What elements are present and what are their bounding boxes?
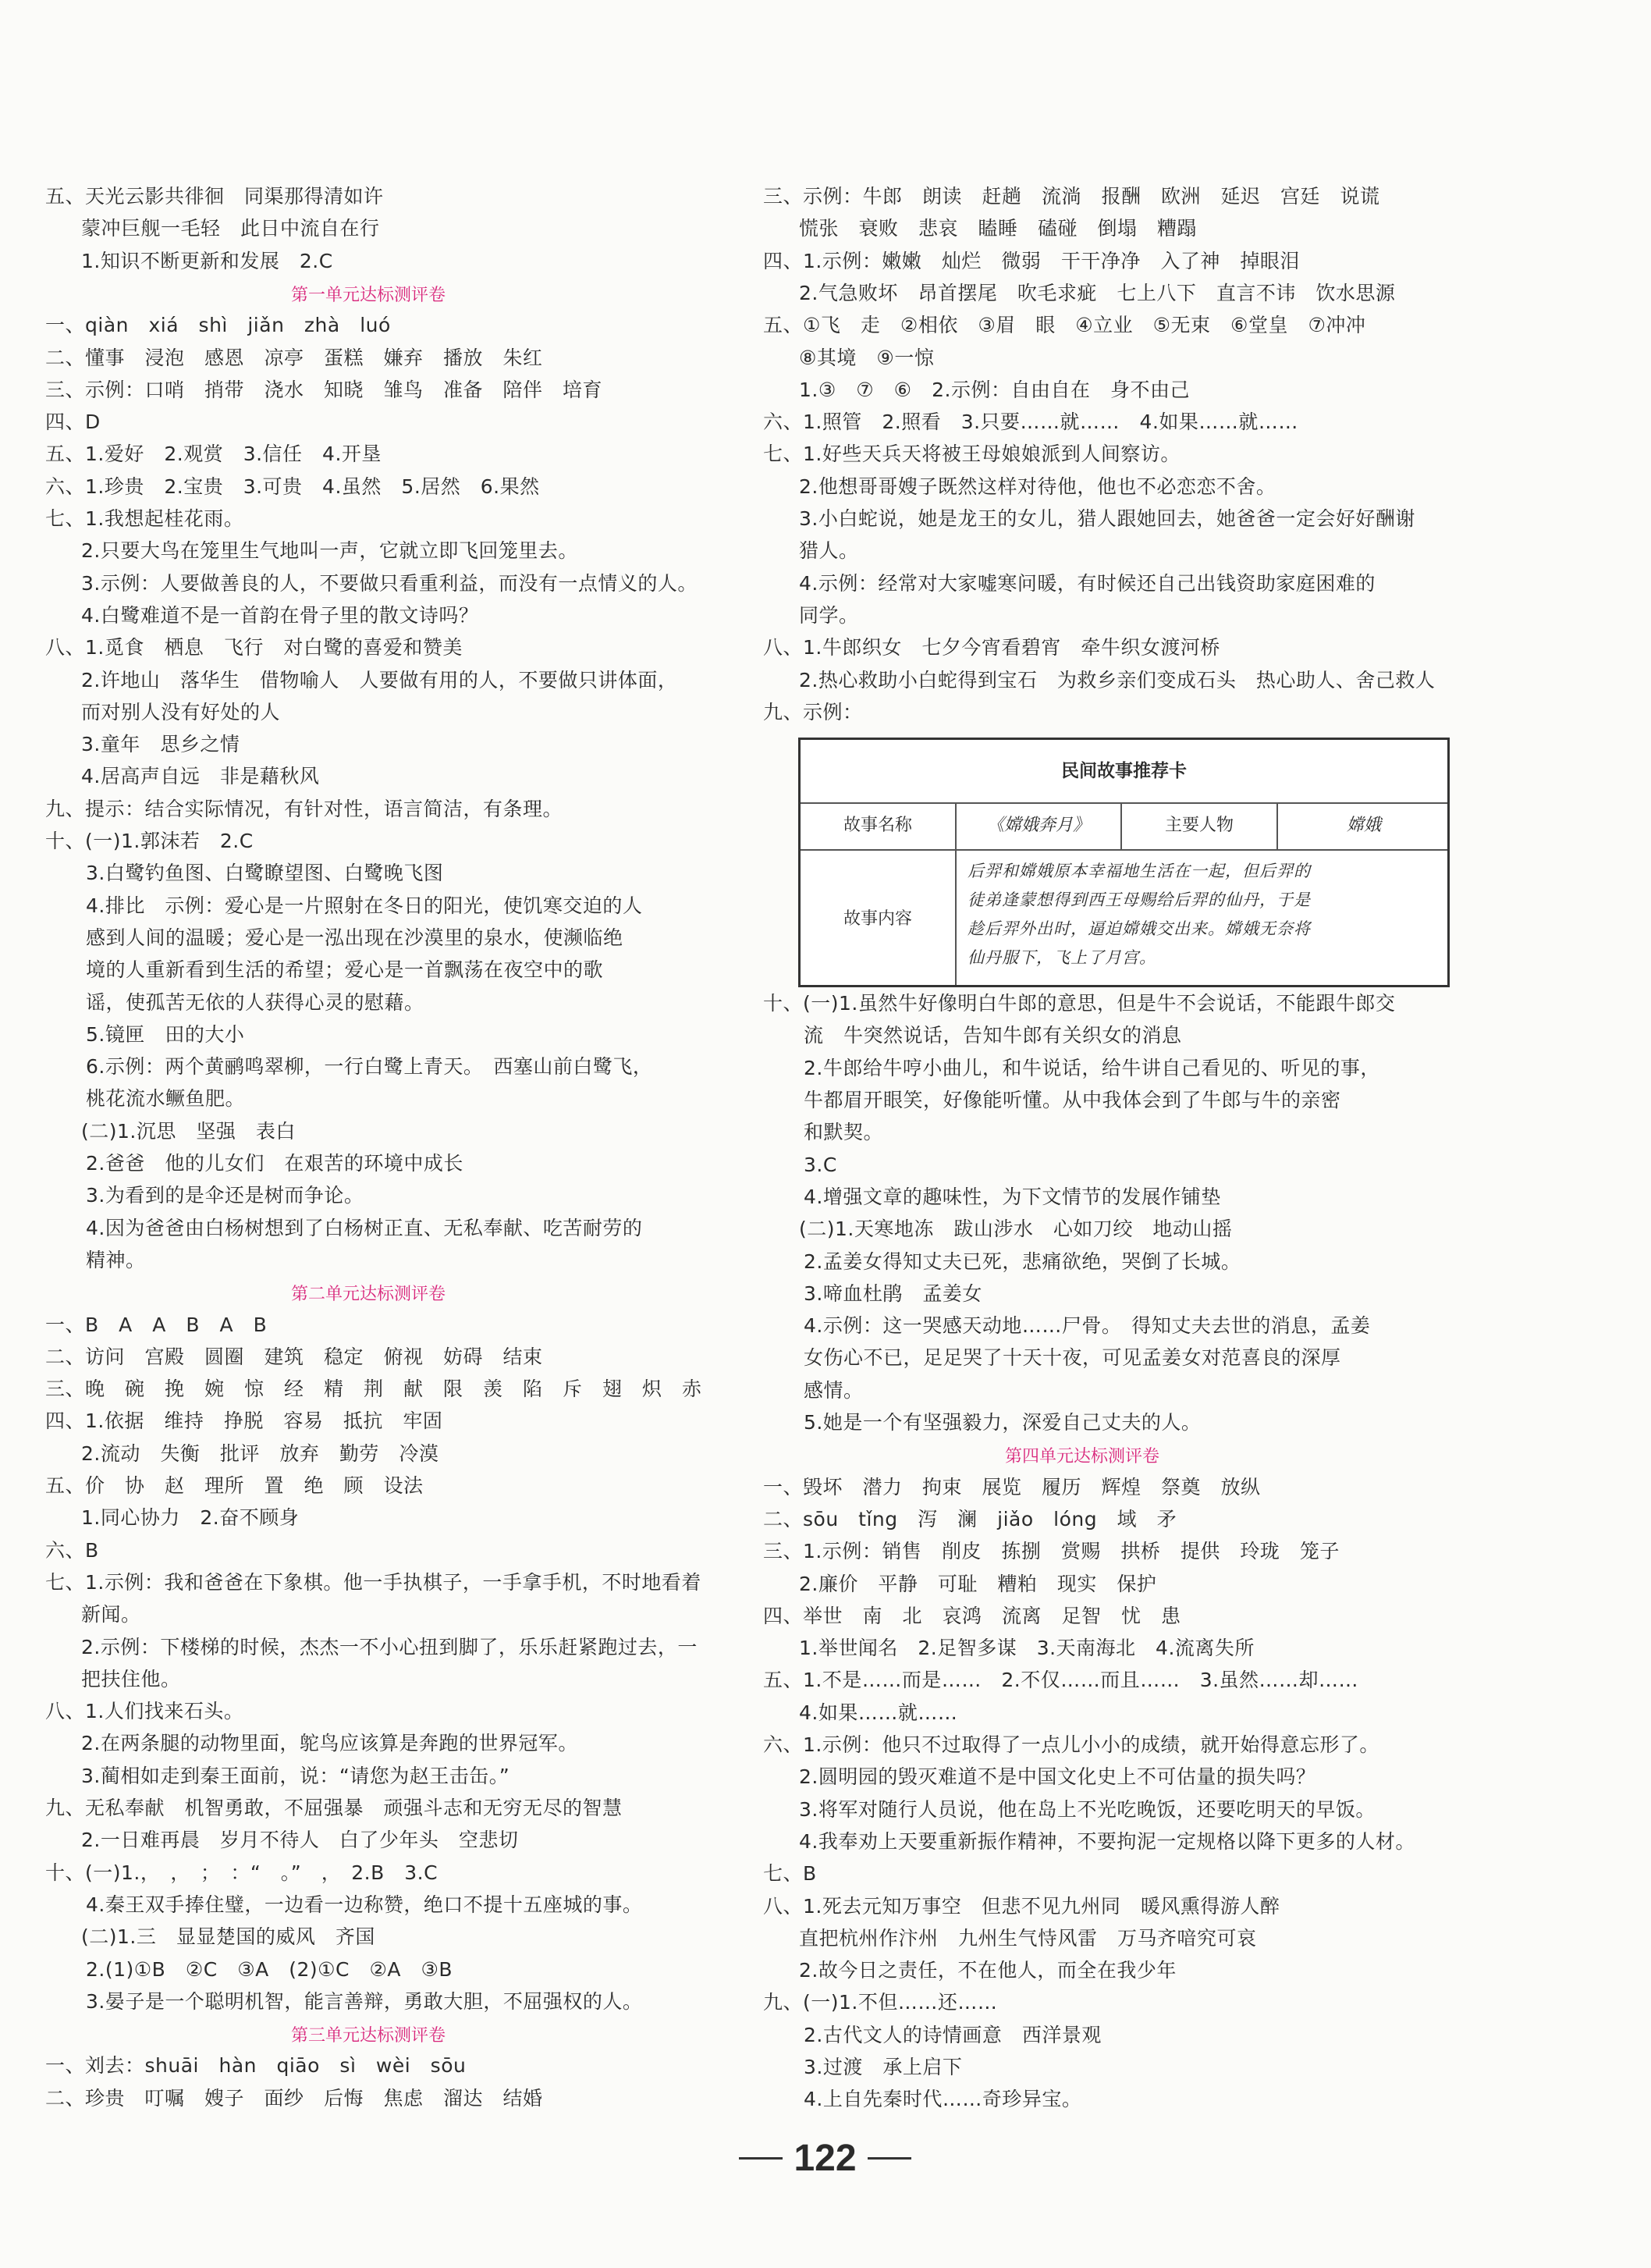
- answer-line: 牛都眉开眼笑，好像能听懂。从中我体会到了牛郎与牛的亲密: [804, 1089, 1341, 1111]
- answer-line: 二、访问 宫殿 圆圈 建筑 稳定 俯视 妨碍 结束: [45, 1345, 543, 1368]
- answer-line: 一、刘去：shuāi hàn qiāo sì wèi sōu: [45, 2054, 467, 2078]
- answer-line: 3.为看到的是伞还是树而争论。: [86, 1184, 364, 1207]
- answer-line: 感到人间的温暖；爱心是一泓出现在沙漠里的泉水，使濒临绝: [86, 926, 623, 949]
- answer-line: 4.增强文章的趣味性，为下文情节的发展作铺垫: [804, 1185, 1221, 1208]
- answer-line: 2.爸爸 他的儿女们 在艰苦的环境中成长: [86, 1152, 463, 1175]
- answer-line: (二)1.沉思 坚强 表白: [81, 1119, 296, 1143]
- answer-line: 二、珍贵 叮嘱 嫂子 面纱 后悔 焦虑 溜达 结婚: [45, 2086, 543, 2110]
- answer-line: 2.牛郎给牛哼小曲儿，和牛说话，给牛讲自己看见的、听见的事，: [804, 1056, 1380, 1079]
- answer-line: 九、(一)1.不但……还……: [763, 1991, 998, 2014]
- answer-line: 2.热心救助小白蛇得到宝石 为救乡亲们变成石头 热心助人、舍己救人: [799, 668, 1436, 691]
- card-title: 民间故事推荐卡: [801, 740, 1447, 804]
- answer-line: 1.同心协力 2.奋不顾身: [81, 1506, 300, 1530]
- answer-line: 4.示例：经常对大家嘘寒问暖，有时候还自己出钱资助家庭困难的: [799, 571, 1376, 595]
- answer-line: 2.许地山 落华生 借物喻人 人要做有用的人，不要做只讲体面，: [81, 668, 678, 691]
- answer-line: 蒙冲巨舰一毛轻 此日中流自在行: [81, 217, 380, 240]
- answer-line: 2.古代文人的诗情画意 西洋景观: [804, 2023, 1102, 2046]
- answer-line: 2.他想哥哥嫂子既然这样对待他，他也不必恋恋不舍。: [799, 475, 1276, 498]
- answer-line: 2.在两条腿的动物里面，鸵鸟应该算是奔跑的世界冠军。: [81, 1732, 578, 1755]
- answer-line: 五、价 协 赵 理所 置 绝 顾 设法: [45, 1474, 424, 1497]
- answer-line: 4.如果……就……: [799, 1701, 958, 1724]
- answer-line: 流 牛突然说话，告知牛郎有关织女的消息: [804, 1024, 1182, 1047]
- answer-line: 4.因为爸爸由白杨树想到了白杨树正直、无私奉献、吃苦耐劳的: [86, 1216, 643, 1239]
- answer-line: 1.举世闻名 2.足智多谋 3.天南海北 4.流离失所: [799, 1637, 1255, 1660]
- answer-line: 二、sōu tǐng 泻 澜 jiǎo lóng 域 矛: [763, 1507, 1177, 1530]
- answer-line: 同学。: [799, 603, 859, 627]
- answer-line: 五、①飞 走 ②相依 ③眉 眼 ④立业 ⑤无束 ⑥堂皇 ⑦冲冲: [763, 314, 1366, 337]
- answer-line: 六、B: [45, 1538, 99, 1562]
- answer-line: 八、1.觅食 栖息 飞行 对白鹭的喜爱和赞美: [45, 636, 463, 659]
- answer-line: 十、(一)1.， ， ； ：“ 。” ， 2.B 3.C: [45, 1861, 438, 1884]
- answer-line: 七、B: [763, 1862, 817, 1886]
- answer-line: 八、1.人们找来石头。: [45, 1700, 244, 1723]
- section-title: 第二单元达标测评卷: [291, 1285, 446, 1305]
- answer-line: 六、1.示例：他只不过取得了一点儿小小的成绩，就开始得意忘形了。: [763, 1733, 1379, 1756]
- answer-line: 精神。: [86, 1248, 146, 1271]
- answer-line: 而对别人没有好处的人: [81, 700, 281, 723]
- answer-line: 2.故今日之责任，不在他人，而全在我少年: [799, 1959, 1177, 1982]
- answer-line: 七、1.示例：我和爸爸在下象棋。他一手执棋子，一手拿手机，不时地看着: [45, 1570, 701, 1594]
- answer-line: 2.圆明园的毁灭难道不是中国文化史上不可估量的损失吗？: [799, 1765, 1316, 1789]
- answer-line: 4.上自先秦时代……奇珍异宝。: [804, 2088, 1082, 2111]
- answer-line: 1.③ ⑦ ⑥ 2.示例：自由自在 身不由己: [799, 378, 1190, 401]
- answer-line: 一、qiàn xiá shì jiǎn zhà luó: [45, 314, 391, 337]
- answer-line: 3.示例：人要做善良的人，不要做只看重利益，而没有一点情义的人。: [81, 571, 698, 595]
- answer-line: 五、1.爱好 2.观赏 3.信任 4.开垦: [45, 443, 382, 466]
- answer-line: 猎人。: [799, 539, 859, 563]
- card-content-line: 后羿和嫦娥原本幸福地生活在一起，但后羿的: [968, 862, 1311, 881]
- answer-line: (二)1.三 显显楚国的威风 齐国: [81, 1925, 375, 1949]
- answer-line: 三、晚 碗 挽 婉 惊 经 精 荆 献 限 羡 陷 斥 翅 炽 赤: [45, 1378, 702, 1401]
- page-number-dash-left: [739, 2157, 783, 2160]
- folk-story-recommendation-card: [798, 738, 1450, 987]
- answer-line: 八、1.死去元知万事空 但悲不见九州同 暖风熏得游人醉: [763, 1894, 1280, 1918]
- answer-line: 二、懂事 浸泡 感恩 凉亭 蛋糕 嫌弃 播放 朱红: [45, 346, 543, 369]
- card-story-content: [968, 857, 1451, 972]
- card-story-name-label: 故事名称: [843, 816, 912, 836]
- answer-line: 4.我奉劝上天要重新振作精神，不要拘泥一定规格以降下更多的人材。: [799, 1829, 1415, 1853]
- card-main-character-label: 主要人物: [1164, 816, 1234, 836]
- answer-line: 3.啼血杜鹃 孟姜女: [804, 1282, 982, 1305]
- answer-line: 八、1.牛郎织女 七夕今宵看碧宵 牵牛织女渡河桥: [763, 636, 1220, 659]
- answer-line: 6.示例：两个黄鹂鸣翠柳，一行白鹭上青天。 西塞山前白鹭飞，: [86, 1055, 653, 1079]
- answer-line: 4.示例：这一哭感天动地……尸骨。 得知丈夫去世的消息，孟姜: [804, 1314, 1371, 1338]
- answer-line: 五、1.不是……而是…… 2.不仅……而且…… 3.虽然……却……: [763, 1669, 1359, 1692]
- answer-line: ⑧其境 ⑨一惊: [799, 346, 935, 369]
- answer-line: (二)1.天寒地冻 跋山涉水 心如刀绞 地动山摇: [799, 1218, 1233, 1241]
- answer-line: 九、无私奉献 机智勇敢，不屈强暴 顽强斗志和无穷无尽的智慧: [45, 1797, 623, 1819]
- answer-line: 2.廉价 平静 可耻 糟粕 现实 保护: [799, 1572, 1157, 1595]
- answer-line: 3.白鹭钓鱼图、白鹭瞭望图、白鹭晚飞图: [86, 862, 444, 885]
- answer-line: 四、1.示例：嫩嫩 灿烂 微弱 干干净净 入了神 掉眼泪: [763, 249, 1300, 272]
- answer-line: 3.晏子是一个聪明机智，能言善辩，勇敢大胆，不屈强权的人。: [86, 1989, 643, 2013]
- page-number-value: 122: [794, 2137, 857, 2179]
- answer-line: 4.秦王双手捧住璧，一边看一边称赞，绝口不提十五座城的事。: [86, 1893, 643, 1916]
- answer-line: 六、1.珍贵 2.宝贵 3.可贵 4.虽然 5.居然 6.果然: [45, 475, 540, 498]
- answer-line: 四、举世 南 北 哀鸿 流离 足智 忧 患: [763, 1604, 1181, 1627]
- answer-line: 三、示例：牛郎 朗读 赶趟 流淌 报酬 欧洲 延迟 宫廷 说谎: [763, 185, 1380, 208]
- card-content-line: 徒弟逢蒙想得到西王母赐给后羿的仙丹，于是: [968, 890, 1311, 910]
- answer-line: 3.C: [804, 1153, 837, 1176]
- answer-line: 慌张 衰败 悲哀 瞌睡 磕碰 倒塌 糟蹋: [799, 217, 1198, 240]
- answer-line: 桃花流水鳜鱼肥。: [86, 1087, 246, 1111]
- answer-line: 1.知识不断更新和发展 2.C: [81, 249, 333, 272]
- answer-line: 和默契。: [804, 1121, 884, 1144]
- answer-line: 一、毁坏 潜力 拘束 展览 履历 辉煌 祭奠 放纵: [763, 1475, 1261, 1498]
- card-content-label: 故事内容: [843, 909, 912, 930]
- answer-line: 十、(一)1.郭沫若 2.C: [45, 830, 254, 852]
- card-story-name: 《嫦娥奔月》: [986, 816, 1090, 836]
- answer-line: 谣，使孤苦无依的人获得心灵的慰藉。: [86, 990, 424, 1014]
- answer-line: 七、1.我想起桂花雨。: [45, 507, 244, 530]
- answer-line: 九、示例：: [763, 700, 863, 723]
- answer-line: 2.示例：下楼梯的时候，杰杰一不小心扭到脚了，乐乐赶紧跑过去，一: [81, 1635, 698, 1658]
- answer-line: 三、1.示例：销售 削皮 拣捌 赏赐 拱桥 提供 玲珑 笼子: [763, 1540, 1340, 1563]
- answer-line: 六、1.照管 2.照看 3.只要……就…… 4.如果……就……: [763, 411, 1298, 434]
- answer-line: 一、B A A B A B: [45, 1313, 268, 1336]
- answer-line: 七、1.好些天兵天将被王母娘娘派到人间察访。: [763, 443, 1181, 466]
- answer-line: 4.排比 示例：爱心是一片照射在冬日的阳光，使饥寒交迫的人: [86, 894, 643, 917]
- answer-line: 2.(1)①B ②C ③A (2)①C ②A ③B: [86, 1957, 453, 1981]
- card-content-line: 趁后羿外出时，逼迫嫦娥交出来。嫦娥无奈将: [968, 919, 1311, 939]
- answer-line: 5.她是一个有坚强毅力，深爱自己丈夫的人。: [804, 1411, 1202, 1434]
- section-title: 第一单元达标测评卷: [291, 285, 446, 305]
- answer-line: 3.蔺相如走到秦王面前，说：“请您为赵王击缶。”: [81, 1764, 510, 1787]
- answer-line: 3.小白蛇说，她是龙王的女儿，猎人跟她回去，她爸爸一定会好好酬谢: [799, 507, 1415, 530]
- answer-line: 三、示例：口哨 捎带 浇水 知晓 雏鸟 准备 陪伴 培育: [45, 378, 603, 401]
- answer-line: 2.只要大鸟在笼里生气地叫一声，它就立即飞回笼里去。: [81, 539, 578, 563]
- card-content-line: 仙丹服下，飞上了月宫。: [968, 948, 1156, 968]
- answer-line: 四、D: [45, 411, 101, 434]
- answer-line: 2.孟姜女得知丈夫已死，悲痛欲绝，哭倒了长城。: [804, 1250, 1241, 1273]
- answer-line: 2.流动 失衡 批评 放弃 勤劳 冷漠: [81, 1441, 439, 1465]
- answer-line: 十、(一)1.虽然牛好像明白牛郎的意思，但是牛不会说话，不能跟牛郎交: [763, 992, 1396, 1015]
- answer-line: 新闻。: [81, 1603, 141, 1626]
- answer-line: 3.将军对随行人员说，他在岛上不光吃晚饭，还要吃明天的早饭。: [799, 1797, 1376, 1821]
- answer-line: 感情。: [804, 1378, 864, 1402]
- section-title: 第三单元达标测评卷: [291, 2026, 446, 2046]
- answer-line: 2.一日难再晨 岁月不待人 白了少年头 空悲切: [81, 1829, 519, 1852]
- answer-line: 5.镜匣 田的大小: [86, 1022, 245, 1046]
- answer-line: 境的人重新看到生活的希望；爱心是一首飘荡在夜空中的歌: [86, 958, 604, 982]
- answer-line: 四、1.依据 维持 挣脱 容易 抵抗 牢固: [45, 1410, 443, 1433]
- answer-line: 女伤心不已，足足哭了十天十夜，可见孟姜女对范喜良的深厚: [804, 1346, 1341, 1370]
- page-number: [733, 2135, 917, 2181]
- answer-line: 把扶住他。: [81, 1667, 181, 1690]
- answer-line: 4.居高声自远 非是藉秋风: [81, 765, 320, 788]
- answer-line: 3.童年 思乡之情: [81, 733, 240, 756]
- answer-line: 五、天光云影共徘徊 同渠那得清如许: [45, 185, 384, 208]
- answer-line: 2.气急败坏 昂首摆尾 吹毛求疵 七上八下 直言不讳 饮水思源: [799, 281, 1396, 304]
- answer-line: 直把杭州作汴州 九州生气恃风雷 万马齐喑究可哀: [799, 1926, 1257, 1950]
- answer-line: 4.白鹭难道不是一首韵在骨子里的散文诗吗？: [81, 603, 479, 627]
- page-number-dash-right: [868, 2157, 911, 2160]
- answer-line: 3.过渡 承上启下: [804, 2056, 963, 2078]
- card-main-character: 嫦娥: [1346, 816, 1381, 836]
- section-title: 第四单元达标测评卷: [1005, 1447, 1160, 1467]
- answer-line: 九、提示：结合实际情况，有针对性，语言简洁，有条理。: [45, 797, 563, 820]
